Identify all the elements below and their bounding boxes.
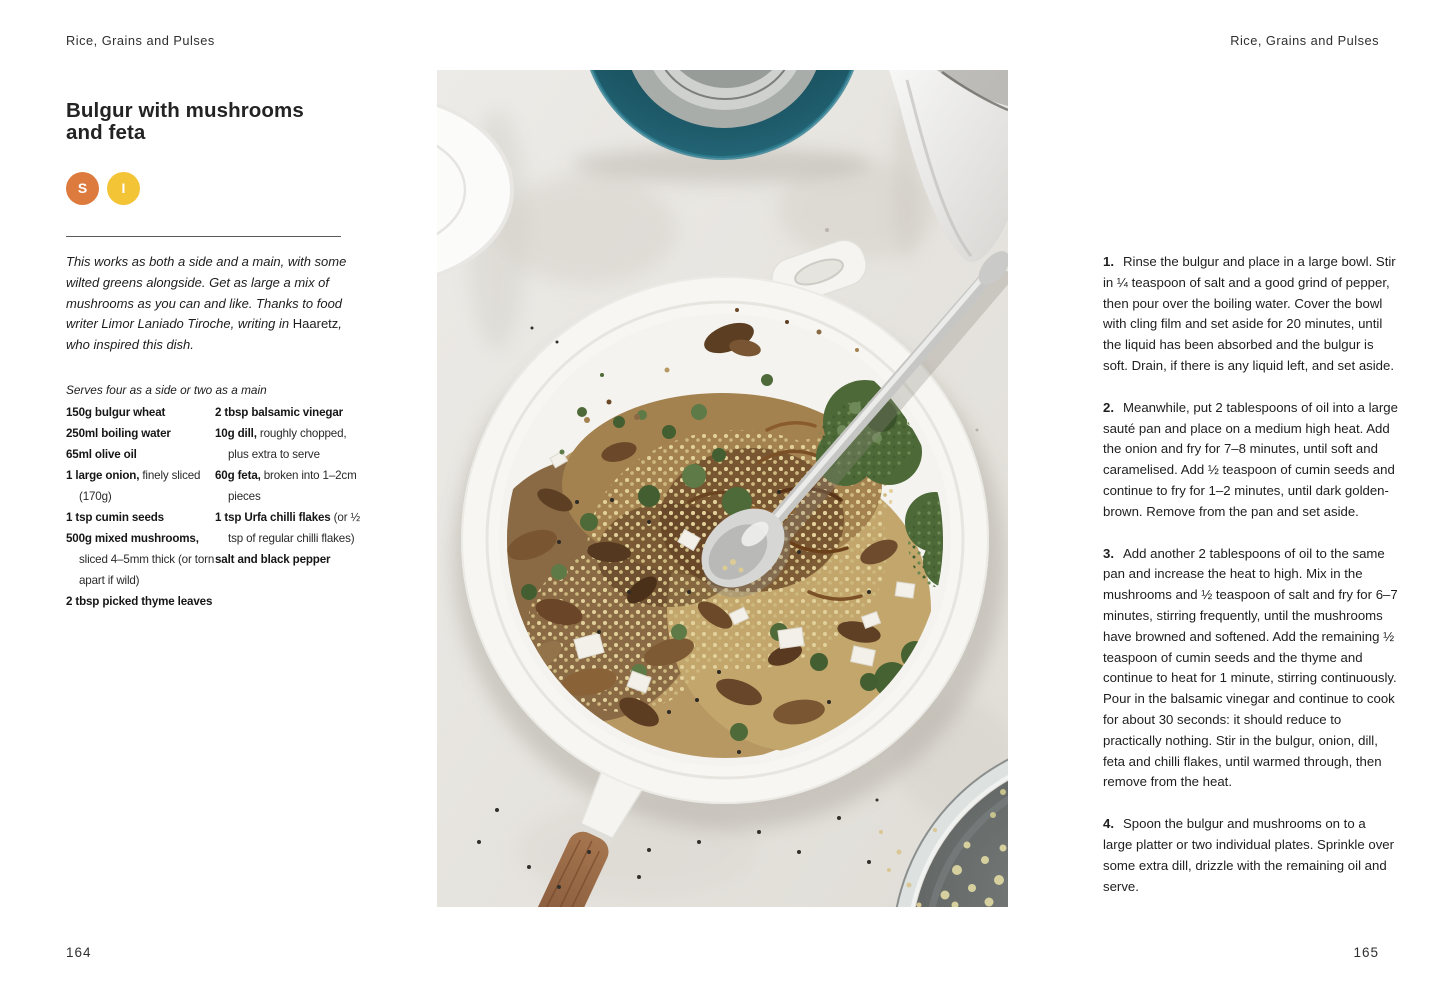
recipe-photo — [437, 70, 1008, 907]
badge-i: I — [107, 172, 140, 205]
ingredient-item: 1 tsp Urfa chilli flakes (or ½ tsp of regular chilli flakes) — [215, 511, 360, 545]
ingredients-list — [66, 402, 366, 612]
section-header-right: Rice, Grains and Pulses — [1230, 33, 1379, 48]
ingredients-column-2 — [215, 402, 366, 612]
badge-s: S — [66, 172, 99, 205]
instruction-step: 3. Add another 2 tablespoons of oil to the same pan and increase the heat to high. Mix in the mushrooms and ½ teaspoon of salt and fry for 6–7 minutes, stirring frequently, until the mushrooms have browned and softened. Add the remaining ½ teaspoon of cumin seeds and the thyme and continue to heat for 1 minute, stirring continuously. Pour in the balsamic vinegar and continue to cook for about 30 seconds: it should reduce to practically nothing. Stir in the bulgur, onion, dill, feta and chilli flakes, until warmed through, then remove from the heat. — [1103, 545, 1398, 790]
method-steps — [1103, 252, 1398, 918]
instruction-step: 2. Meanwhile, put 2 tablespoons of oil into a large sauté pan and place on a medium high heat. Add the onion and fry for 7–8 minutes, until soft and caramelised. Add ½ teaspoon of cumin seeds and continue to fry for 1–2 minutes, until dark golden-brown. Remove from the pan and set aside. — [1103, 399, 1398, 519]
ingredient-item: 1 large onion, finely sliced (170g) — [66, 469, 201, 503]
section-header-left: Rice, Grains and Pulses — [66, 33, 215, 48]
recipe-badges — [66, 172, 140, 205]
ingredient-item: 10g dill, roughly chopped, plus extra to serve — [215, 427, 347, 461]
linen-napkin — [889, 70, 1008, 262]
divider-rule — [66, 236, 341, 237]
page-number-left: 164 — [66, 945, 92, 960]
ingredient-item: 150g bulgur wheat — [66, 406, 166, 419]
ingredient-item: 2 tbsp balsamic vinegar — [215, 406, 343, 419]
recipe-intro: This works as both a side and a main, with some wilted greens alongside. Get as large a mix of mushrooms as you can and like. Thanks to food writer Limor Laniado Tiroche, writing in Haaretz, who inspired this dish. — [66, 254, 347, 353]
ingredient-item: salt and black pepper — [215, 553, 331, 566]
page-number-right: 165 — [1353, 945, 1379, 960]
ingredient-item: 500g mixed mushrooms, sliced 4–5mm thick (or torn apart if wild) — [66, 532, 215, 587]
ingredient-item: 1 tsp cumin seeds — [66, 511, 164, 524]
ingredient-item: 60g feta, broken into 1–2cm pieces — [215, 469, 357, 503]
recipe-title: Bulgur with mushrooms and feta — [66, 99, 304, 145]
serves-note: Serves four as a side or two as a main — [66, 383, 267, 397]
instruction-step: 1. Rinse the bulgur and place in a large bowl. Stir in ¼ teaspoon of salt and a good grind of pepper, then pour over the boiling water. Cover the bowl with cling film and set aside for 20 minutes, until the liquid has been absorbed and the bulgur is soft. Drain, if there is any liquid left, and set aside. — [1103, 254, 1396, 373]
ingredient-item: 2 tbsp picked thyme leaves — [66, 595, 213, 608]
ingredients-column-1 — [66, 402, 215, 612]
ingredient-item: 65ml olive oil — [66, 448, 137, 461]
ingredient-item: 250ml boiling water — [66, 427, 171, 440]
instruction-step: 4. Spoon the bulgur and mushrooms on to a large platter or two individual plates. Sprinkle over some extra dill, drizzle with the remaining oil and serve. — [1103, 816, 1395, 894]
